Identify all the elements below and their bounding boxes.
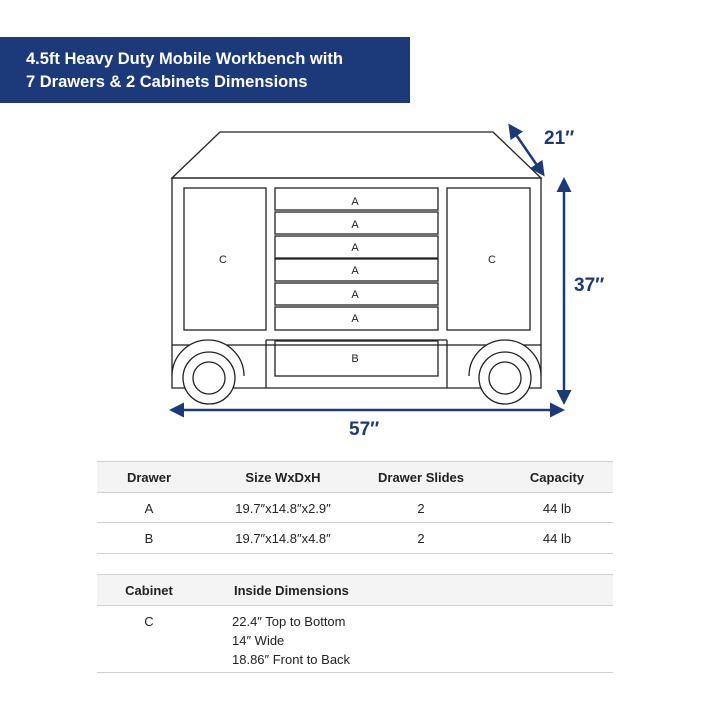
cell-cabinet: C: [144, 614, 154, 629]
title-line-2: 7 Drawers & 2 Cabinets Dimensions: [26, 73, 308, 91]
cabinet-inside-dimensions: [232, 612, 350, 669]
drawer-a-label: A: [351, 196, 359, 208]
header-capacity: Capacity: [529, 470, 585, 485]
cell-size: 19.7″x14.8″x4.8″: [235, 531, 331, 546]
dimension-top-to-bottom: 22.4″ Top to Bottom: [232, 614, 346, 629]
depth-arrow: [510, 126, 543, 174]
cell-size: 19.7″x14.8″x2.9″: [235, 501, 331, 516]
depth-label: 21″: [544, 128, 575, 149]
table-divider: [97, 672, 613, 673]
cell-slides: 2: [417, 531, 425, 546]
header-inside-dimensions: Inside Dimensions: [234, 583, 349, 598]
header-size: Size WxDxH: [245, 470, 321, 485]
header-cabinet: Cabinet: [125, 583, 173, 598]
drawer-table-header: [97, 462, 613, 492]
cabinet-left-label: C: [219, 254, 227, 266]
height-label: 37″: [574, 275, 605, 296]
cabinet-right-label: C: [488, 254, 496, 266]
title-line-1: 4.5ft Heavy Duty Mobile Workbench with: [26, 50, 343, 68]
cell-capacity: 44 lb: [542, 531, 572, 546]
table-row: [97, 606, 613, 636]
drawer-a-label: A: [351, 265, 359, 277]
drawer-b-label: B: [351, 353, 359, 365]
drawer-a-label: A: [351, 313, 359, 325]
drawer-a-label: A: [351, 219, 359, 231]
dimension-front-to-back: 18.86″ Front to Back: [232, 652, 351, 667]
header-slides: Drawer Slides: [378, 470, 464, 485]
dimension-wide: 14″ Wide: [232, 633, 285, 648]
width-label: 57″: [349, 419, 380, 440]
table-row: [97, 523, 613, 553]
cell-slides: 2: [417, 501, 425, 516]
drawer-a-label: A: [351, 289, 359, 301]
workbench-top: [172, 132, 541, 178]
cabinet-table-header: [97, 575, 613, 605]
table-row: [97, 493, 613, 523]
drawer-a-label: A: [351, 242, 359, 254]
header-drawer: Drawer: [126, 470, 172, 485]
cell-drawer: A: [144, 501, 154, 516]
cell-capacity: 44 lb: [542, 501, 572, 516]
cell-drawer: B: [144, 531, 154, 546]
table-divider: [97, 553, 613, 554]
